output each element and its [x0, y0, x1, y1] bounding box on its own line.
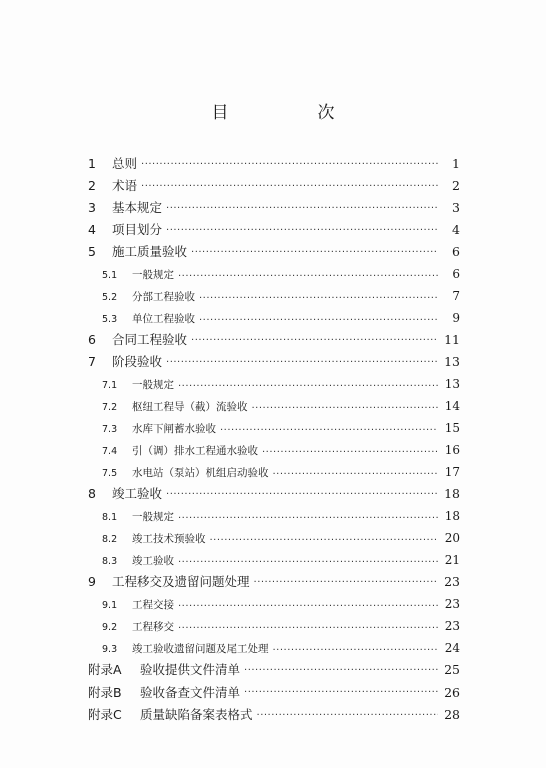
toc-entry-number: 8.3 [102, 556, 118, 567]
toc-entry-page-number: 18 [444, 509, 460, 523]
toc-entry-number: 9 [88, 574, 96, 589]
dot-leader [244, 684, 438, 697]
dot-leader [254, 574, 438, 587]
toc-entry-page-number: 4 [452, 222, 460, 237]
toc-entry-label: 施工质量验收 [112, 244, 188, 259]
toc-entry[interactable] [88, 395, 460, 417]
toc-entry-number: 附录A [88, 662, 122, 677]
toc-entry-page-number: 23 [444, 619, 460, 633]
toc-entry-number: 7.4 [102, 446, 118, 457]
toc-entry-page-number: 21 [444, 553, 460, 567]
toc-entry-label: 验收提供文件清单 [140, 662, 241, 677]
toc-entry-page-number: 13 [444, 354, 460, 369]
toc-entry-label: 水电站（泵站）机组启动验收 [132, 467, 269, 479]
toc-entry[interactable] [88, 505, 460, 527]
toc-entry-number: 5.2 [102, 292, 118, 303]
dot-leader [220, 422, 438, 433]
toc-entry-page-number: 1 [452, 156, 460, 171]
toc-entry-label: 枢纽工程导（截）流验收 [132, 401, 248, 413]
dot-leader [199, 290, 438, 301]
toc-entry[interactable] [88, 219, 460, 241]
toc-entry[interactable] [88, 417, 460, 439]
toc-entry-page-number: 16 [444, 443, 460, 457]
toc-entry-number: 9.3 [102, 644, 118, 655]
toc-entry[interactable] [88, 483, 460, 505]
toc-entry[interactable] [88, 373, 460, 395]
toc-entry[interactable] [88, 659, 460, 682]
toc-entry-label: 阶段验收 [112, 354, 163, 369]
toc-entry-page-number: 11 [444, 332, 460, 347]
dot-leader [178, 620, 438, 631]
toc-entry-label: 基本规定 [112, 200, 163, 215]
dot-leader [262, 444, 438, 455]
dot-leader [244, 662, 438, 675]
dot-leader [166, 354, 438, 367]
toc-entry[interactable] [88, 615, 460, 637]
toc-entry-page-number: 6 [452, 267, 460, 281]
toc-entry-page-number: 26 [444, 684, 460, 700]
toc-entry[interactable] [88, 549, 460, 571]
toc-entry-number: 5.1 [102, 270, 118, 281]
toc-entry-page-number: 15 [444, 421, 460, 435]
toc-entry-label: 合同工程验收 [112, 332, 188, 347]
toc-entry-label: 质量缺陷备案表格式 [140, 707, 253, 723]
dot-leader [178, 554, 438, 565]
dot-leader [252, 400, 439, 411]
dot-leader [191, 332, 438, 345]
toc-entry-number: 8.1 [102, 512, 118, 523]
toc-entry-number: 7 [88, 354, 96, 369]
dot-leader [178, 510, 438, 521]
toc-entry-label: 一般规定 [132, 269, 174, 281]
toc-entry-page-number: 23 [444, 574, 460, 589]
toc-entry-number: 7.3 [102, 424, 118, 435]
toc-entry[interactable] [88, 461, 460, 483]
toc-entry-number: 9.1 [102, 600, 118, 611]
toc-entry-label: 分部工程验收 [132, 291, 195, 303]
toc-entry-label: 竣工验收 [132, 555, 174, 567]
dot-leader [210, 532, 439, 543]
toc-entry-number: 5 [88, 244, 96, 259]
toc-entry[interactable] [88, 307, 460, 329]
toc-entry-number: 9.2 [102, 622, 118, 633]
toc-entry-number: 附录C [88, 707, 122, 723]
toc-entry-page-number: 13 [444, 377, 460, 391]
dot-leader [166, 222, 438, 235]
dot-leader [141, 178, 438, 191]
toc-entry-label: 项目划分 [112, 222, 163, 237]
toc-entry-number: 7.5 [102, 468, 118, 479]
toc-entry-page-number: 24 [444, 641, 460, 655]
toc-entry-page-number: 2 [452, 178, 460, 193]
toc-entry[interactable] [88, 704, 460, 727]
toc-entry-number: 2 [88, 178, 96, 193]
toc-entry-page-number: 14 [444, 399, 460, 413]
dot-leader [178, 598, 438, 609]
toc-entry-number: 5.3 [102, 314, 118, 325]
dot-leader [199, 312, 438, 323]
toc-entry-number: 1 [88, 156, 96, 171]
toc-entry-label: 验收备查文件清单 [140, 684, 241, 700]
toc-entry[interactable] [88, 285, 460, 307]
dot-leader [257, 707, 438, 720]
toc-entry-label: 一般规定 [132, 379, 174, 391]
toc-entry-page-number: 28 [444, 707, 460, 723]
toc-entry[interactable] [88, 439, 460, 461]
toc-entry[interactable] [88, 682, 460, 705]
table-of-contents [88, 153, 460, 727]
toc-entry[interactable] [88, 593, 460, 615]
dot-leader [273, 642, 439, 653]
toc-entry[interactable] [88, 527, 460, 549]
toc-entry-number: 7.1 [102, 380, 118, 391]
dot-leader [166, 486, 438, 499]
toc-entry[interactable] [88, 571, 460, 593]
toc-entry[interactable] [88, 175, 460, 197]
toc-entry-label: 水库下闸蓄水验收 [132, 423, 216, 435]
toc-entry-page-number: 3 [452, 200, 460, 215]
toc-entry-label: 总则 [112, 156, 138, 171]
toc-entry-page-number: 23 [444, 597, 460, 611]
toc-entry-number: 3 [88, 200, 96, 215]
dot-leader [178, 268, 438, 279]
toc-entry-number: 6 [88, 332, 96, 347]
toc-entry-label: 一般规定 [132, 511, 174, 523]
toc-entry-number: 附录B [88, 684, 122, 700]
toc-entry-page-number: 9 [452, 311, 460, 325]
toc-entry-label: 竣工验收 [112, 486, 163, 501]
dot-leader [191, 244, 438, 257]
dot-leader [166, 200, 438, 213]
toc-entry[interactable] [88, 153, 460, 175]
toc-entry-label: 工程交接 [132, 599, 174, 611]
dot-leader [141, 156, 438, 169]
toc-entry-label: 引（调）排水工程通水验收 [132, 445, 258, 457]
toc-entry[interactable] [88, 241, 460, 263]
toc-entry-label: 竣工验收遗留问题及尾工处理 [132, 643, 269, 655]
toc-entry-page-number: 7 [452, 289, 460, 303]
dot-leader [178, 378, 438, 389]
toc-entry-label: 工程移交 [132, 621, 174, 633]
toc-entry-page-number: 20 [444, 531, 460, 545]
toc-entry-page-number: 25 [444, 662, 460, 677]
toc-entry[interactable] [88, 637, 460, 659]
toc-entry[interactable] [88, 329, 460, 351]
toc-entry-number: 7.2 [102, 402, 118, 413]
toc-entry[interactable] [88, 263, 460, 285]
toc-entry-number: 8 [88, 486, 96, 501]
toc-entry-label: 竣工技术预验收 [132, 533, 206, 545]
toc-entry-page-number: 18 [444, 486, 460, 501]
toc-entry-number: 4 [88, 222, 96, 237]
toc-entry-label: 术语 [112, 178, 138, 193]
toc-entry-page-number: 6 [452, 244, 460, 259]
toc-entry[interactable] [88, 351, 460, 373]
toc-entry-label: 工程移交及遗留问题处理 [112, 574, 250, 589]
toc-title: 目 次 [211, 103, 371, 123]
toc-entry-page-number: 17 [444, 465, 460, 479]
toc-entry[interactable] [88, 197, 460, 219]
toc-entry-number: 8.2 [102, 534, 118, 545]
toc-entry-label: 单位工程验收 [132, 313, 195, 325]
dot-leader [273, 466, 439, 477]
